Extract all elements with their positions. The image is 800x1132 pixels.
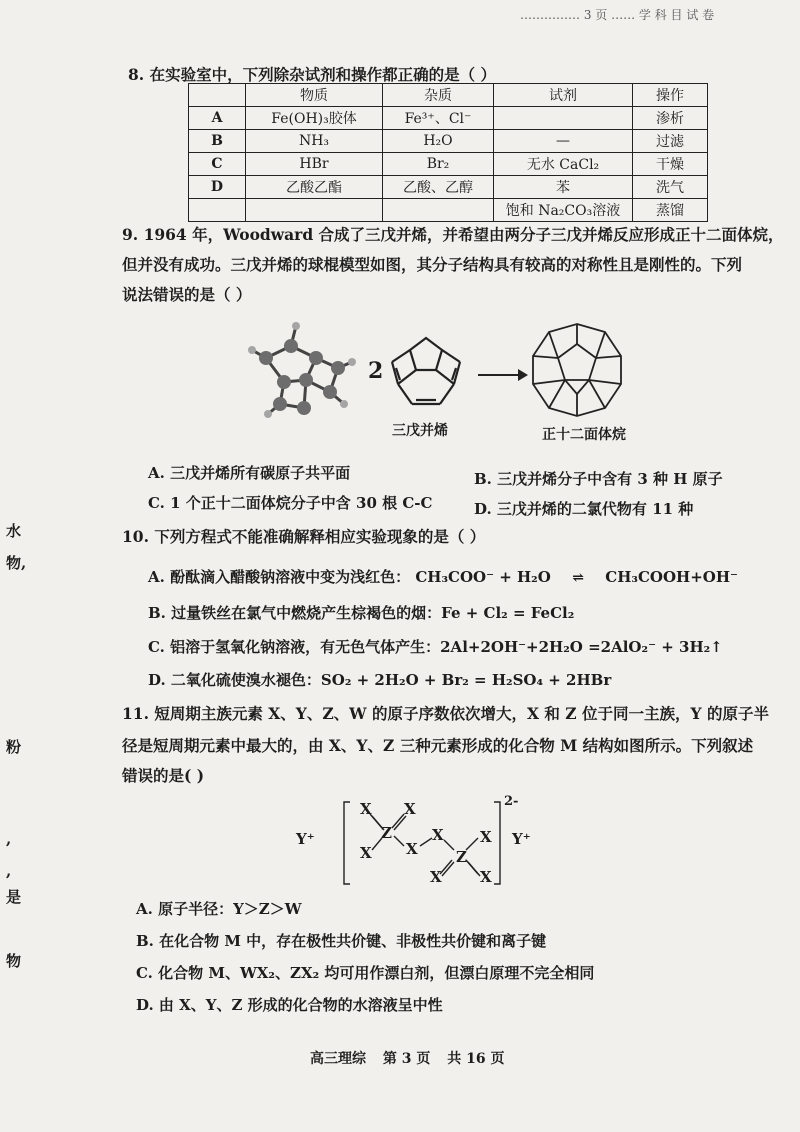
table-cell (383, 199, 494, 222)
table-cell: 乙酸、乙醇 (383, 176, 494, 199)
table-cell: 干燥 (633, 153, 708, 176)
q10-option-a-eq-right: CH₃COOH+OH⁻ (605, 568, 738, 586)
q9-option-a: A. 三戊并烯所有碳原子共平面 (148, 464, 351, 482)
reaction-arrow-head (518, 369, 528, 381)
q10-option-a-eq-left: CH₃COO⁻ + H₂O (415, 568, 551, 586)
q11-option-b: B. 在化合物 M 中，存在极性共价键、非极性共价键和离子键 (136, 932, 547, 950)
atom-x: X (404, 800, 416, 818)
margin-char: 物 (6, 952, 22, 970)
q10-option-a (148, 566, 738, 587)
atom-x: X (430, 868, 442, 886)
table-row (189, 153, 708, 176)
q9-stem-line2: 但并没有成功。三戊并烯的球棍模型如图，其分子结构具有较高的对称性且是刚性的。下列 (122, 255, 743, 274)
q9-option-c: C. 1 个正十二面体烷分子中含 30 根 C-C (148, 494, 433, 512)
table-cell (494, 107, 633, 130)
table-header-cell: 物质 (246, 84, 383, 107)
q10-option-c: C. 铝溶于氢氧化钠溶液，有无色气体产生：2Al+2OH⁻+2H₂O =2AlO₂⁻ + 3H₂↑ (148, 638, 723, 656)
table-row (189, 107, 708, 130)
table-header-cell (189, 84, 246, 107)
q9-option-d: D. 三戊并烯的二氯代物有 11 种 (474, 500, 694, 518)
cation-y-right: Y⁺ (512, 830, 531, 848)
q11-option-d: D. 由 X、Y、Z 形成的化合物的水溶液呈中性 (136, 996, 443, 1014)
table-cell: 蒸馏 (633, 199, 708, 222)
header-partial: …………… 3 页 …… 学 科 目 试 卷 (520, 8, 715, 22)
margin-char: 是 (6, 888, 22, 906)
table-cell: C (189, 153, 246, 176)
table-cell (246, 199, 383, 222)
table-cell: NH₃ (246, 130, 383, 153)
triquinacene-structure-image (384, 322, 468, 416)
q9-stem-line1: 9. 1964 年，Woodward 合成了三戊并烯，并希望由两分子三戊并烯反应形成正十二面体烷， (122, 225, 784, 244)
ion-charge: 2- (504, 794, 519, 809)
footer-subject: 高三理综 (310, 1051, 366, 1067)
q9-stem-line3: 说法错误的是（ ） (122, 285, 252, 304)
q11-option-a: A. 原子半径：Y＞Z＞W (136, 900, 302, 918)
table-header-cell: 杂质 (383, 84, 494, 107)
atom-z: Z (456, 848, 467, 866)
table-row (189, 199, 708, 222)
q9-option-b: B. 三戊并烯分子中含有 3 种 H 原子 (474, 470, 723, 488)
page-footer (310, 1048, 516, 1068)
atom-x: X (480, 828, 492, 846)
q8-stem: 8. 在实验室中，下列除杂试剂和操作都正确的是（ ） (128, 65, 496, 84)
margin-char: 粉 (6, 738, 22, 756)
table-cell: 渗析 (633, 107, 708, 130)
atom-x: X (360, 800, 372, 818)
q8-table (188, 83, 708, 222)
table-header-cell: 试剂 (494, 84, 633, 107)
atom-x: X (432, 826, 444, 844)
margin-char: 水 (6, 522, 22, 540)
atom-z: Z (381, 824, 392, 842)
q10-stem: 10. 下列方程式不能准确解释相应实验现象的是（ ） (122, 527, 486, 546)
margin-char: , (6, 830, 12, 848)
table-cell: 无水 CaCl₂ (494, 153, 633, 176)
q11-stem-line3: 错误的是( ) (122, 766, 205, 785)
table-cell: 饱和 Na₂CO₃溶液 (494, 199, 633, 222)
table-cell: 苯 (494, 176, 633, 199)
table-cell: B (189, 130, 246, 153)
table-cell: Fe(OH)₃胶体 (246, 107, 383, 130)
reaction-arrow (478, 374, 522, 376)
equilibrium-arrows-icon: ⇌ (572, 570, 584, 586)
table-cell: Br₂ (383, 153, 494, 176)
table-cell: Fe³⁺、Cl⁻ (383, 107, 494, 130)
q10-option-a-text: A. 酚酞滴入醋酸钠溶液中变为浅红色： (148, 568, 411, 586)
table-cell: — (494, 130, 633, 153)
reaction-coefficient: 2 (368, 358, 384, 384)
footer-page: 第 3 页 (382, 1051, 431, 1067)
margin-char: , (6, 862, 12, 880)
q10-option-b: B. 过量铁丝在氯气中燃烧产生棕褐色的烟：Fe + Cl₂ = FeCl₂ (148, 604, 575, 622)
table-cell: 乙酸乙酯 (246, 176, 383, 199)
table-cell: HBr (246, 153, 383, 176)
atom-x: X (480, 868, 492, 886)
label-triquinacene: 三戊并烯 (392, 423, 448, 439)
margin-char: 物, (6, 554, 27, 572)
table-cell: H₂O (383, 130, 494, 153)
compound-m-structure (320, 794, 520, 886)
table-cell: D (189, 176, 246, 199)
cation-y-left: Y⁺ (296, 830, 315, 848)
q11-stem-line1: 11. 短周期主族元素 X、Y、Z、W 的原子序数依次增大，X 和 Z 位于同一主族，Y 的原子半 (122, 704, 769, 723)
table-cell: 过滤 (633, 130, 708, 153)
ball-stick-model-image (246, 318, 358, 418)
q11-option-c: C. 化合物 M、WX₂、ZX₂ 均可用作漂白剂，但漂白原理不完全相同 (136, 964, 595, 982)
atom-x: X (406, 840, 418, 858)
table-cell: A (189, 107, 246, 130)
table-cell (189, 199, 246, 222)
label-dodecahedrane: 正十二面体烷 (542, 427, 626, 443)
table-cell: 洗气 (633, 176, 708, 199)
table-row (189, 176, 708, 199)
table-row (189, 130, 708, 153)
dodecahedrane-structure-image (528, 320, 626, 422)
table-header-row (189, 84, 708, 107)
table-header-cell: 操作 (633, 84, 708, 107)
q11-stem-line2: 径是短周期元素中最大的，由 X、Y、Z 三种元素形成的化合物 M 结构如图所示。下列叙述 (122, 736, 754, 755)
atom-x: X (360, 844, 372, 862)
footer-total: 共 16 页 (447, 1051, 505, 1067)
q10-option-d: D. 二氧化硫使溴水褪色：SO₂ + 2H₂O + Br₂ = H₂SO₄ + 2HBr (148, 671, 612, 689)
